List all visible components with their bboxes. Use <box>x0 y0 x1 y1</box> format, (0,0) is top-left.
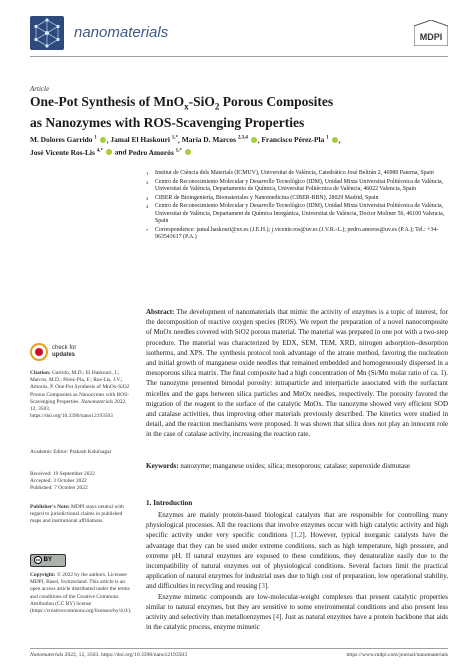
affiliation: 2 Centro de Reconocimiento Molecular y Desarrollo Tecnológico (IDM), Unidad Mixta Universitat Politècnica de València, Universitat de València, Departamento de Química, Universitat Politècnica de València, 46022 Valencia, Spain <box>146 178 444 192</box>
correspondence: * Correspondence: jamal.haskouri@uv.es (J.E.H.); j.vicente.ros@uv.es (J.V.R.-L.); pedro.amoros@uv.es (P.A.); Tel.: +34-963543617 (P.A.) <box>146 226 439 240</box>
cc-icon: cc <box>35 557 41 562</box>
header-divider <box>30 56 448 57</box>
citation-block: Citation: Garrido, M.D.; El Haskouri, J.; Marcos, M.D.; Pérez-Pla, F.; Ros-Lis, J.V.; Amorós, P. One-Pot Synthesis of MnOx-SiO2 Porous Composites as Nanozymes with ROS-Scavenging Properties. Nanomaterials 2022, 12, 3503. https://doi.org/10.3390/nano12193503 <box>30 370 130 420</box>
orcid-icon[interactable] <box>332 137 338 143</box>
mdpi-logo-text: MDPI <box>419 32 443 42</box>
author[interactable]: Francisco Pérez-Pla $^1$ <box>261 135 338 144</box>
accepted-date: Accepted: 3 October 2022 <box>30 478 87 485</box>
affiliation-list <box>146 170 446 243</box>
title-subscript: 2 <box>214 101 220 112</box>
paragraph: Enzyme mimetic compounds are low-molecular-weight complexes that present catalytic properties similar to natural enzymes, but they are sensitive to some environmental conditions and also present less activity and selectivity than metalloenzymes [4]. Just as natural enzymes have a protein backbone that aids in the catalytic process, enzyme mimetic <box>146 592 448 632</box>
check-for-updates-button[interactable] <box>30 342 92 364</box>
check-updates-icon <box>30 343 48 361</box>
title-subscript: x <box>184 101 189 112</box>
mdpi-logo-icon[interactable] <box>414 20 448 46</box>
author[interactable]: Pedro Amorós $^{1,*}$ <box>128 148 191 157</box>
orcid-icon[interactable] <box>251 137 257 143</box>
orcid-icon[interactable] <box>100 137 106 143</box>
title-part: -SiO <box>188 94 215 109</box>
affiliation: 4 Centro de Reconocimiento Molecular y Desarrollo Tecnológico (IDM), Unidad Mixta Universitat Politècnica de València, Universitat de València, Departament de Química Inorgànica, Universitat de València, Doctor Moliner 56, 46100 Valencia, Spain <box>146 203 445 224</box>
author[interactable]: M. Dolores Garrido $^1$ <box>30 135 107 144</box>
footer-journal-url[interactable]: https://www.mdpi.com/journal/nanomaterials <box>346 652 448 658</box>
author[interactable]: María D. Marcos $^{2,3,4}$ <box>182 135 258 144</box>
introduction-body <box>146 510 448 632</box>
paragraph: Enzymes are mainly protein-based biological catalysts that are responsible for controlling many physiological processes. All the reactions that involve enzymes occur with high catalytic activity and high specific activity under very specific conditions [1,2]. However, typical inorganic catalysts have the advantage that they can be used under extreme conditions, such as high temperature, high pressure, and extreme pH. If natural enzymes are exposed to these conditions, they denaturalize easily due to the incompatibility of natural enzymes out of physiological conditions. Several factors limit the practical application of natural enzymes for industrial uses due to high cost of preparation, low operational stability, and difficulties in recycling and reusing [3]. <box>146 511 448 591</box>
footer-divider <box>30 648 448 649</box>
affiliation: 3 CIBER de Bioingeniería, Biomateriales y Nanomedicina (CIBER-BBN), 28029 Madrid, Spain <box>146 194 379 201</box>
publisher-note: Publisher's Note: MDPI stays neutral with regard to jurisdictional claims in published maps and institutional affiliations. <box>30 504 124 525</box>
article-title <box>30 94 448 130</box>
article-type: Article <box>30 85 50 93</box>
title-part: One-Pot Synthesis of MnO <box>30 94 185 109</box>
reference-link[interactable]: 1,2 <box>293 531 303 540</box>
title-part: Porous Composites <box>219 94 334 109</box>
orcid-icon[interactable] <box>106 149 112 155</box>
dates-block <box>30 471 134 493</box>
author[interactable]: José Vicente Ros-Lis $^{4,*}$ <box>30 148 113 157</box>
orcid-icon[interactable] <box>185 149 191 155</box>
copyright-block: Copyright: © 2022 by the authors. Licensee MDPI, Basel, Switzerland. This article is an open access article distributed under the terms and conditions of the Creative Commons Attribution (CC BY) license (https://creativecommons.org/licenses/by/4.0/). <box>30 572 132 615</box>
citation-doi-link[interactable]: 2022, 12, 3503. https://doi.org/10.3390/nano12193503 <box>30 398 127 420</box>
reference-link[interactable]: 4 <box>275 613 279 622</box>
reference-link[interactable]: 3 <box>261 582 265 591</box>
cc-by-license-badge[interactable]: cc BY <box>30 554 66 567</box>
journal-name[interactable]: nanomaterials <box>74 24 169 41</box>
title-part: as Nanozymes with ROS-Scavenging Properties <box>30 114 305 130</box>
affiliation: 1 Institut de Ciència dels Materials (ICMUV), Universitat de València, Catedrático José Beltrán 2, 46980 Paterna, Spain <box>146 170 434 176</box>
received-date: Received: 19 September 2022 <box>30 471 95 477</box>
author[interactable]: Jamal El Haskouri $^{1,*}$ <box>110 135 179 145</box>
section-heading-introduction: 1. Introduction <box>146 499 193 507</box>
keywords: Keywords: nanozyme; manganese oxides; silica; mesoporous; catalase; superoxide dismutase <box>146 462 410 470</box>
author-list: M. Dolores Garrido $^1$ , Jamal El Haskouri $^{1,*}$, María D. Marcos $^{2,3,4}$ , Francisco Pérez-Pla $^1$ , José Vicente Ros-Lis $^{4,*}$ and Pedro Amorós $^{1,*}$ <box>30 135 341 157</box>
check-updates-label: check for updates <box>52 345 77 358</box>
footer-citation: Nanomaterials 2022, 12, 3503. https://doi.org/10.3390/nano12193503 <box>30 652 188 658</box>
journal-header <box>30 16 448 50</box>
journal-logo-icon <box>30 16 64 50</box>
abstract: Abstract: The development of nanomaterials that mimic the activity of enzymes is a topic of interest, for the decomposition of reactive oxygen species (ROS). We report the preparation of a novel nanocomposite of MnOx needles covered with SiO2 porous material. The material was prepared in one pot with a two-step procedure. The material was characterized by EDX, SEM, TEM, XRD, nitrogen adsorption–desorption isotherms, and XPS. The synthesis protocol took advantage of the atrane method, favoring the nucleation and initial growth of manganese oxide needles that remained embedded and homogeneously dispersed in a mesoporous silica matrix. The final composite had a high concentration of Mn (Si/Mn molar ratio of ca. 1). The nanozyme presented bimodal porosity: intraparticle and interparticle associated with the surfactant micelles and the gaps between silica particles and MnOx needles, respectively. The porosity favored the migration of the reagent to the surface of the catalytic MnOx. The nanozyme showed very efficient SOD and catalase activities, thus improving other materials previously described. The kinetics were studied in detail, and the reaction mechanisms were proposed. It was shown that silica does not play an innocent role in the case of catalase activity, increasing the reaction rate. <box>146 308 448 439</box>
academic-editor: Academic Editor: Prakash Kshirsagar <box>30 449 112 455</box>
published-date: Published: 7 October 2022 <box>30 485 88 492</box>
